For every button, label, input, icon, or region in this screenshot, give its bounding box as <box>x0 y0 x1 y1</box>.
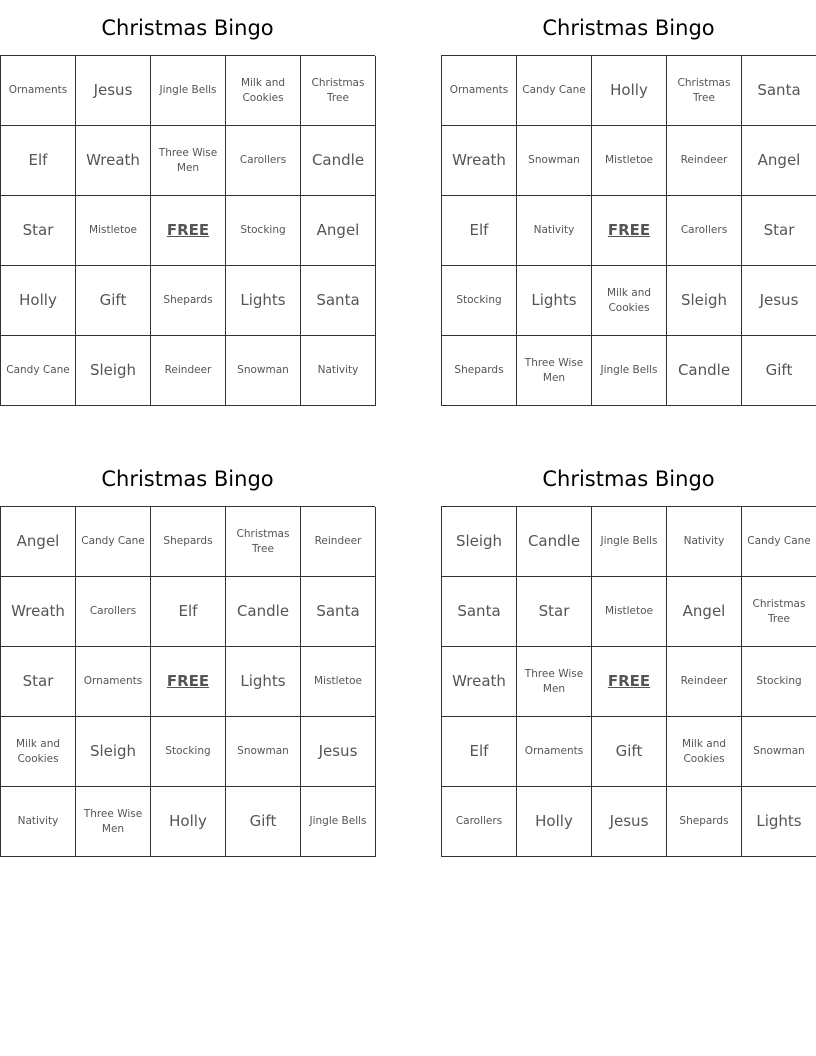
bingo-cell: Candle <box>667 336 742 406</box>
bingo-grid <box>0 506 375 857</box>
bingo-cell: Holly <box>517 787 592 857</box>
bingo-cell: Jesus <box>592 787 667 857</box>
bingo-cell: Carollers <box>442 787 517 857</box>
bingo-cell: Candy Cane <box>742 507 816 577</box>
bingo-grid <box>0 55 375 406</box>
bingo-cell: Elf <box>442 717 517 787</box>
bingo-cell: Mistletoe <box>592 577 667 647</box>
bingo-cell: Stocking <box>226 196 301 266</box>
bingo-cell: Three Wise Men <box>517 336 592 406</box>
bingo-cell: Jesus <box>76 56 151 126</box>
bingo-cell: Three Wise Men <box>517 647 592 717</box>
bingo-cell: Milk and Cookies <box>226 56 301 126</box>
bingo-cell: Star <box>1 647 76 717</box>
bingo-cell: Reindeer <box>667 647 742 717</box>
bingo-cell: Jesus <box>742 266 816 336</box>
bingo-cell: Gift <box>742 336 816 406</box>
card-title: Christmas Bingo <box>101 16 274 40</box>
bingo-cell: Angel <box>742 126 816 196</box>
bingo-cell: Candy Cane <box>1 336 76 406</box>
bingo-cell: Mistletoe <box>301 647 376 717</box>
bingo-grid <box>441 55 816 406</box>
bingo-cell: Santa <box>301 577 376 647</box>
bingo-cell: Shepards <box>667 787 742 857</box>
bingo-cell: Nativity <box>301 336 376 406</box>
bingo-cell: Lights <box>517 266 592 336</box>
bingo-cell: Sleigh <box>442 507 517 577</box>
bingo-cell: Santa <box>442 577 517 647</box>
bingo-cell: Jingle Bells <box>592 507 667 577</box>
bingo-cell: Mistletoe <box>592 126 667 196</box>
bingo-cell: Sleigh <box>76 336 151 406</box>
bingo-cell: Candle <box>517 507 592 577</box>
bingo-cell: Christmas Tree <box>301 56 376 126</box>
bingo-cell: Three Wise Men <box>151 126 226 196</box>
bingo-cell: Stocking <box>742 647 816 717</box>
bingo-cell: Milk and Cookies <box>1 717 76 787</box>
card-title: Christmas Bingo <box>542 467 715 491</box>
bingo-cell: Milk and Cookies <box>592 266 667 336</box>
bingo-cell: Gift <box>592 717 667 787</box>
free-space: FREE <box>592 196 667 266</box>
bingo-cell: Christmas Tree <box>667 56 742 126</box>
bingo-cell: Jingle Bells <box>301 787 376 857</box>
bingo-cell: Lights <box>226 266 301 336</box>
bingo-cell: Holly <box>151 787 226 857</box>
bingo-cell: Wreath <box>76 126 151 196</box>
bingo-cell: Snowman <box>517 126 592 196</box>
bingo-cell: Angel <box>667 577 742 647</box>
bingo-cell: Elf <box>151 577 226 647</box>
bingo-cell: Milk and Cookies <box>667 717 742 787</box>
bingo-cell: Candle <box>301 126 376 196</box>
bingo-cell: Reindeer <box>151 336 226 406</box>
bingo-cell: Jingle Bells <box>592 336 667 406</box>
bingo-cell: Star <box>1 196 76 266</box>
card-title: Christmas Bingo <box>101 467 274 491</box>
bingo-cell: Lights <box>226 647 301 717</box>
bingo-cell: Mistletoe <box>76 196 151 266</box>
bingo-cell: Angel <box>301 196 376 266</box>
bingo-cell: Star <box>742 196 816 266</box>
bingo-cell: Star <box>517 577 592 647</box>
bingo-cell: Nativity <box>1 787 76 857</box>
bingo-cell: Ornaments <box>442 56 517 126</box>
bingo-card-1 <box>0 12 375 406</box>
bingo-cell: Ornaments <box>1 56 76 126</box>
bingo-cell: Carollers <box>226 126 301 196</box>
bingo-cell: Shepards <box>442 336 517 406</box>
bingo-cell: Snowman <box>226 717 301 787</box>
free-space: FREE <box>151 647 226 717</box>
bingo-cell: Carollers <box>76 577 151 647</box>
bingo-cell: Candy Cane <box>76 507 151 577</box>
bingo-cell: Stocking <box>151 717 226 787</box>
bingo-cell: Elf <box>442 196 517 266</box>
bingo-cell: Shepards <box>151 507 226 577</box>
bingo-cell: Holly <box>1 266 76 336</box>
bingo-cell: Christmas Tree <box>226 507 301 577</box>
bingo-cell: Elf <box>1 126 76 196</box>
free-space: FREE <box>151 196 226 266</box>
bingo-cell: Gift <box>76 266 151 336</box>
bingo-cell: Reindeer <box>301 507 376 577</box>
bingo-cell: Snowman <box>742 717 816 787</box>
bingo-cell: Christmas Tree <box>742 577 816 647</box>
bingo-cell: Stocking <box>442 266 517 336</box>
bingo-cell: Sleigh <box>76 717 151 787</box>
bingo-cell: Three Wise Men <box>76 787 151 857</box>
bingo-cell: Candle <box>226 577 301 647</box>
bingo-cell: Wreath <box>442 647 517 717</box>
bingo-card-3 <box>0 463 375 857</box>
card-title: Christmas Bingo <box>542 16 715 40</box>
bingo-cell: Gift <box>226 787 301 857</box>
bingo-cell: Ornaments <box>76 647 151 717</box>
bingo-cell: Nativity <box>667 507 742 577</box>
bingo-cell: Wreath <box>442 126 517 196</box>
bingo-cell: Jesus <box>301 717 376 787</box>
bingo-cell: Santa <box>301 266 376 336</box>
bingo-cell: Shepards <box>151 266 226 336</box>
bingo-cell: Ornaments <box>517 717 592 787</box>
bingo-cell: Lights <box>742 787 816 857</box>
bingo-cell: Holly <box>592 56 667 126</box>
bingo-cell: Reindeer <box>667 126 742 196</box>
bingo-cell: Nativity <box>517 196 592 266</box>
bingo-card-2 <box>441 12 816 406</box>
bingo-cell: Snowman <box>226 336 301 406</box>
bingo-cell: Angel <box>1 507 76 577</box>
bingo-cell: Carollers <box>667 196 742 266</box>
bingo-grid <box>441 506 816 857</box>
bingo-card-4 <box>441 463 816 857</box>
bingo-cell: Candy Cane <box>517 56 592 126</box>
bingo-cell: Wreath <box>1 577 76 647</box>
bingo-cell: Santa <box>742 56 816 126</box>
free-space: FREE <box>592 647 667 717</box>
bingo-cell: Sleigh <box>667 266 742 336</box>
bingo-cell: Jingle Bells <box>151 56 226 126</box>
